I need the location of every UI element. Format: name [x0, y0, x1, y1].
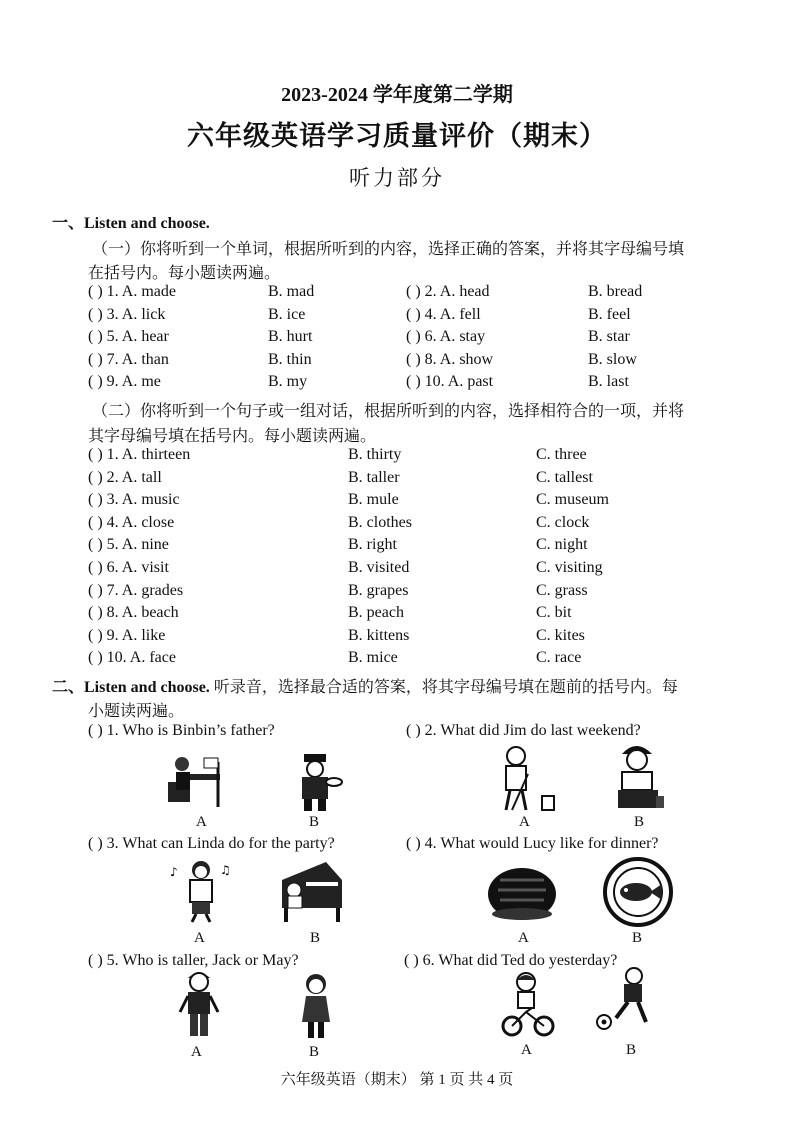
sub2-item-a: ( ) 2. A. tall — [88, 469, 162, 486]
pianist-picture — [160, 752, 240, 812]
sub2-item-c: C. race — [536, 649, 582, 666]
sub1-item-a: ( ) 1. A. made — [88, 283, 176, 300]
part1-sub2-instruction-2: 其字母编号填在括号内。每小题读两遍。 — [88, 428, 377, 445]
sub2-item-b: B. right — [348, 536, 397, 553]
part1-heading: 一、Listen and choose. — [52, 215, 210, 232]
sub2-item-c: C. grass — [536, 582, 588, 599]
sub1-item-b: B. thin — [268, 351, 312, 368]
sub2-item-b: B. thirty — [348, 446, 402, 463]
question-1: ( ) 1. Who is Binbin’s father? — [88, 722, 275, 739]
cleaning-picture — [492, 744, 562, 814]
sub1-item-b: B. star — [588, 328, 630, 345]
q5-label-b: B — [309, 1044, 320, 1060]
svg-text:♫: ♫ — [220, 863, 231, 877]
q4-label-a: A — [518, 930, 529, 946]
q6-label-b: B — [626, 1042, 637, 1058]
part2-instruction: 听录音，选择最合适的答案，将其字母编号填在题前的括号内。每 — [209, 679, 678, 696]
reading-picture — [608, 740, 668, 812]
sub1-item-b: B. my — [268, 373, 308, 390]
q1-label-a: A — [196, 814, 207, 830]
sub2-item-a: ( ) 6. A. visit — [88, 559, 169, 576]
sub1-item-a: ( ) 6. A. stay — [406, 328, 486, 345]
sub2-item-c: C. tallest — [536, 469, 593, 486]
question-3: ( ) 3. What can Linda do for the party? — [88, 835, 335, 852]
question-5: ( ) 5. Who is taller, Jack or May? — [88, 952, 299, 969]
cycling-picture — [502, 972, 554, 1038]
q6-label-a: A — [521, 1042, 532, 1058]
sub2-item-a: ( ) 3. A. music — [88, 491, 180, 508]
exam-term: 2023-2024 学年度第二学期 — [281, 84, 513, 106]
sub2-item-a: ( ) 10. A. face — [88, 649, 176, 666]
sub1-item-a: ( ) 3. A. lick — [88, 306, 166, 323]
question-2: ( ) 2. What did Jim do last weekend? — [406, 722, 641, 739]
sub2-item-a: ( ) 1. A. thirteen — [88, 446, 191, 463]
sub2-item-a: ( ) 7. A. grades — [88, 582, 184, 599]
part1-sub1-instruction-1: （一）你将听到一个单词，根据所听到的内容，选择正确的答案，并将其字母编号填 — [92, 241, 685, 258]
sub2-item-a: ( ) 4. A. close — [88, 514, 175, 531]
q2-label-b: B — [634, 814, 645, 830]
sub2-item-c: C. visiting — [536, 559, 603, 576]
sub1-item-b: B. slow — [588, 351, 637, 368]
sub2-item-b: B. visited — [348, 559, 410, 576]
sub1-item-b: B. mad — [268, 283, 315, 300]
sub2-item-b: B. mule — [348, 491, 399, 508]
q4-label-b: B — [632, 930, 643, 946]
exam-title: 六年级英语学习质量评价（期末） — [187, 121, 607, 151]
q5-label-a: A — [191, 1044, 202, 1060]
football-picture — [594, 966, 658, 1032]
part1-sub1-instruction-2: 在括号内。每小题读两遍。 — [88, 265, 281, 282]
q3-label-a: A — [194, 930, 205, 946]
q1-label-b: B — [309, 814, 320, 830]
sub2-item-b: B. grapes — [348, 582, 409, 599]
part2-heading: 二、Listen and choose. — [52, 679, 210, 696]
question-4: ( ) 4. What would Lucy like for dinner? — [406, 835, 659, 852]
sub1-item-a: ( ) 2. A. head — [406, 283, 490, 300]
section-title-listening: 听力部分 — [349, 166, 445, 190]
sub2-item-a: ( ) 5. A. nine — [88, 536, 169, 553]
sub2-item-c: C. night — [536, 536, 588, 553]
sub1-item-b: B. ice — [268, 306, 306, 323]
sub2-item-b: B. taller — [348, 469, 400, 486]
sub2-item-c: C. kites — [536, 627, 585, 644]
part2-instruction-line1 — [52, 674, 678, 697]
sub1-item-b: B. feel — [588, 306, 631, 323]
sub2-item-b: B. kittens — [348, 627, 410, 644]
violin-picture — [168, 858, 234, 924]
sub1-item-a: ( ) 5. A. hear — [88, 328, 169, 345]
sub2-item-a: ( ) 8. A. beach — [88, 604, 179, 621]
sub1-item-b: B. bread — [588, 283, 643, 300]
sub1-item-b: B. hurt — [268, 328, 313, 345]
policeman-picture — [286, 752, 346, 812]
sub2-item-c: C. museum — [536, 491, 609, 508]
steak-picture — [486, 860, 558, 926]
sub2-item-c: C. bit — [536, 604, 572, 621]
svg-text:♪: ♪ — [170, 865, 178, 879]
page-footer: 六年级英语（期末） 第 1 页 共 4 页 — [280, 1072, 514, 1088]
sub1-item-b: B. last — [588, 373, 629, 390]
q3-label-b: B — [310, 930, 321, 946]
sub1-item-a: ( ) 7. A. than — [88, 351, 169, 368]
question-6: ( ) 6. What did Ted do yesterday? — [404, 952, 618, 969]
sub1-item-a: ( ) 10. A. past — [406, 373, 494, 390]
sub2-item-c: C. clock — [536, 514, 590, 531]
piano-picture — [276, 856, 346, 926]
sub2-item-b: B. clothes — [348, 514, 412, 531]
girl-picture — [296, 972, 336, 1042]
sub2-item-b: B. peach — [348, 604, 404, 621]
boy-picture — [176, 968, 222, 1044]
sub1-item-a: ( ) 8. A. show — [406, 351, 494, 368]
sub1-item-a: ( ) 4. A. fell — [406, 306, 481, 323]
part1-sub2-instruction-1: （二）你将听到一个句子或一组对话，根据所听到的内容，选择相符合的一项，并将 — [92, 403, 685, 420]
part2-instruction-2: 小题读两遍。 — [88, 703, 185, 720]
sub2-item-a: ( ) 9. A. like — [88, 627, 166, 644]
fish-picture — [602, 856, 674, 928]
sub1-item-a: ( ) 9. A. me — [88, 373, 161, 390]
q2-label-a: A — [519, 814, 530, 830]
sub2-item-c: C. three — [536, 446, 587, 463]
sub2-item-b: B. mice — [348, 649, 398, 666]
